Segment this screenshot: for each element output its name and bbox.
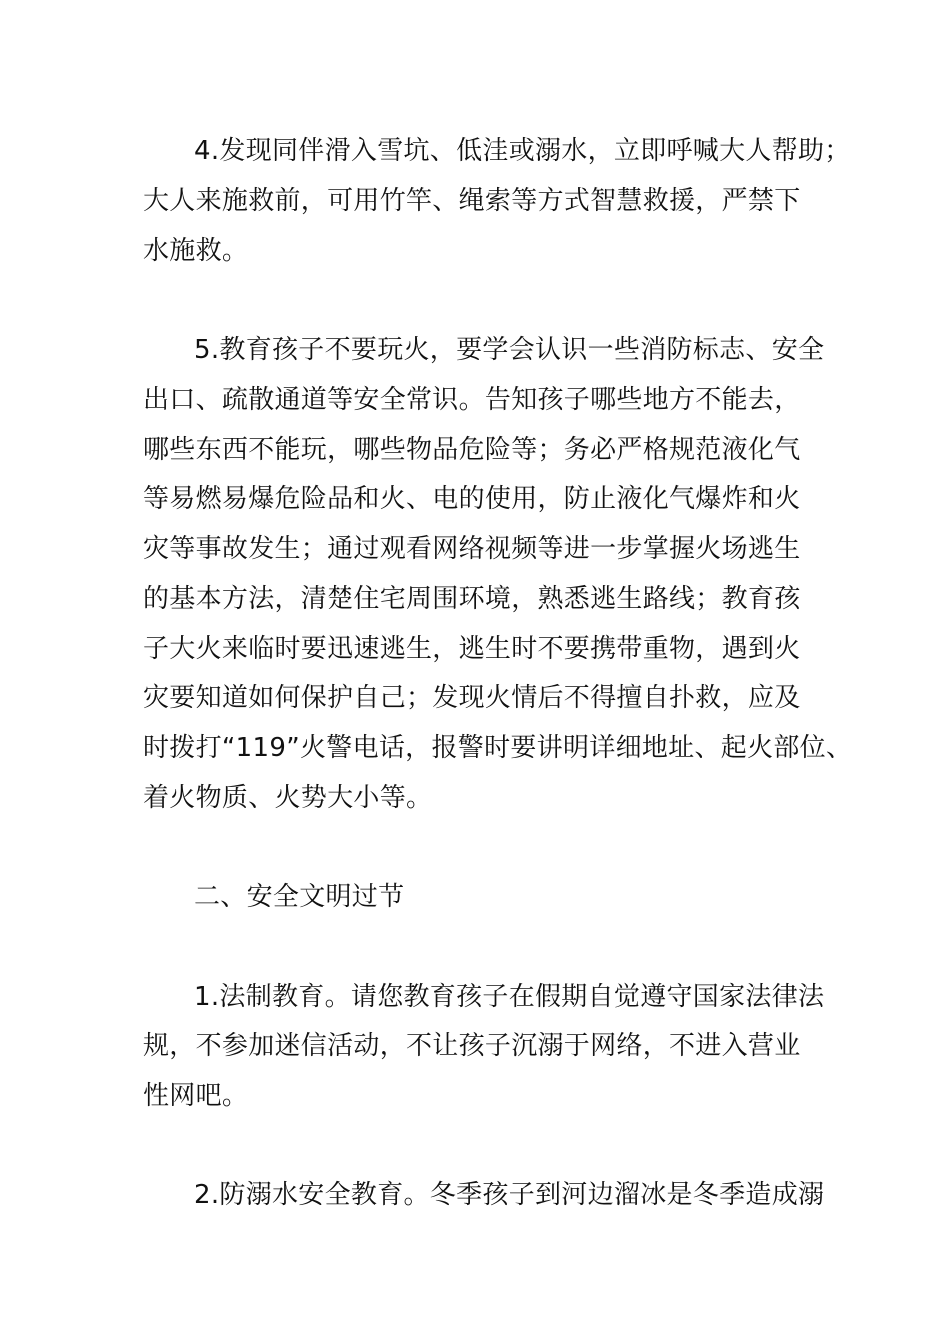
paragraph-line: 等易燃易爆危险品和火、电的使用，防止液化气爆炸和火 [143,484,801,514]
paragraph-line: 哪些东西不能玩，哪些物品危险等；务必严格规范液化气 [143,435,801,465]
paragraph-line: 规，不参加迷信活动，不让孩子沉溺于网络，不进入营业 [143,1031,801,1061]
paragraph-line: 着火物质、火势大小等。 [143,783,433,813]
paragraph-line: 2.防溺水安全教育。冬季孩子到河边溜冰是冬季造成溺 [194,1180,825,1210]
paragraph-line: 4.发现同伴滑入雪坑、低洼或溺水，立即呼喊大人帮助； [194,136,851,166]
paragraph-line: 5.教育孩子不要玩火，要学会认识一些消防标志、安全 [194,335,825,365]
paragraph-line: 水施救。 [143,236,249,266]
paragraph-line: 性网吧。 [143,1081,249,1111]
paragraph-line: 出口、疏散通道等安全常识。告知孩子哪些地方不能去， [143,385,801,415]
paragraph-line: 时拨打“119”火警电话，报警时要讲明详细地址、起火部位、 [143,733,853,763]
paragraph-line: 1.法制教育。请您教育孩子在假期自觉遵守国家法律法 [194,982,825,1012]
paragraph-line: 灾要知道如何保护自己；发现火情后不得擅自扑救，应及 [143,683,801,713]
section-heading-text: 二、安全文明过节 [194,882,405,912]
paragraph-line: 灾等事故发生；通过观看网络视频等进一步掌握火场逃生 [143,534,801,564]
paragraph-line: 的基本方法，清楚住宅周围环境，熟悉逃生路线；教育孩 [143,584,801,614]
paragraph-line: 子大火来临时要迅速逃生，逃生时不要携带重物，遇到火 [143,634,801,664]
paragraph-line: 大人来施救前，可用竹竿、绳索等方式智慧救援，严禁下 [143,186,801,216]
